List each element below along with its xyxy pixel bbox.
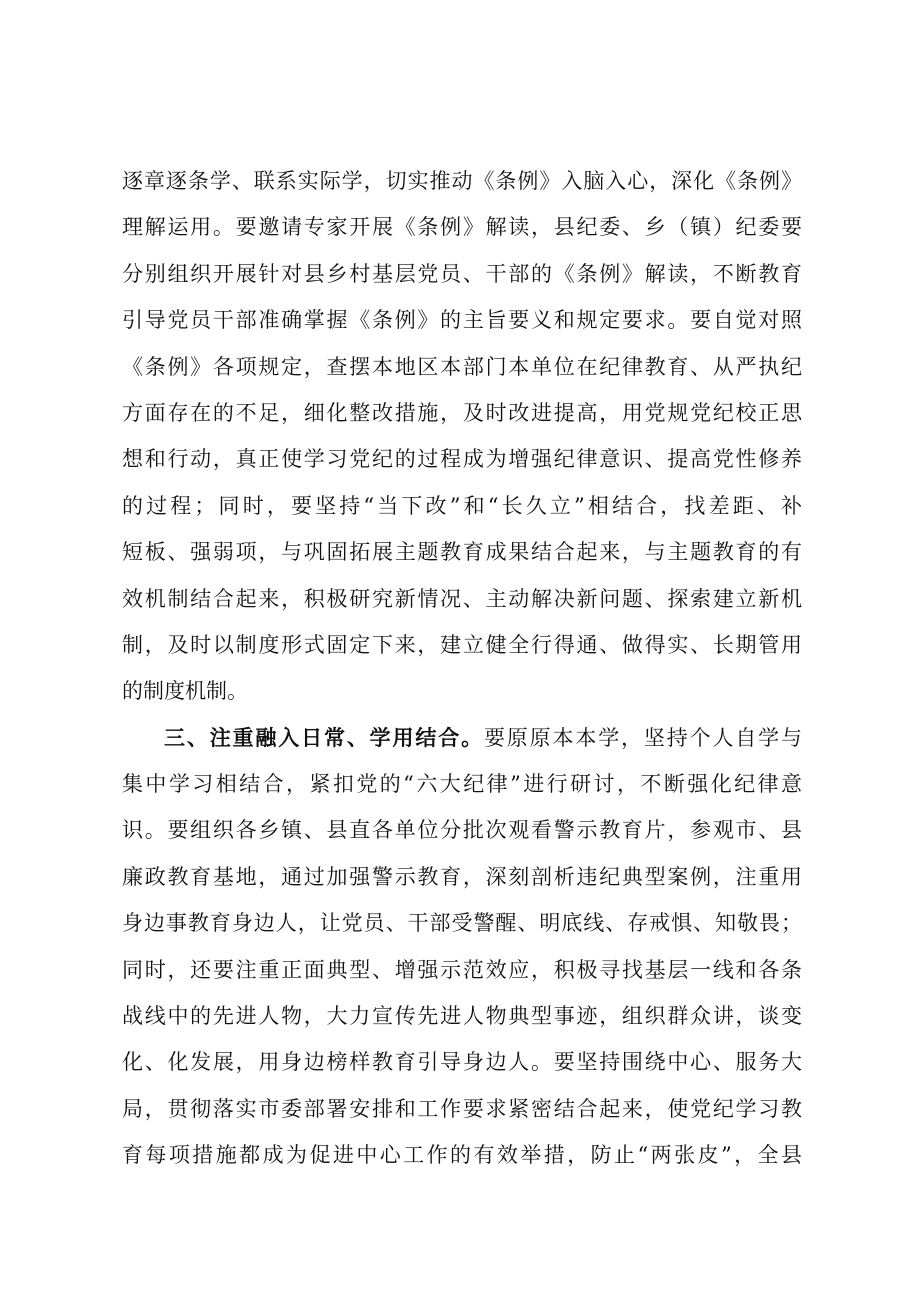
text-line bbox=[122, 715, 802, 761]
paragraph-1 bbox=[122, 158, 802, 715]
section-heading: 三、注重融入日常、学用结合。 bbox=[164, 725, 484, 750]
text-line: 廉政教育基地，通过加强警示教育，深刻剖析违纪典型案例，注重用 bbox=[122, 864, 802, 889]
text-line: 分别组织开展针对县乡村基层党员、干部的《条例》解读，不断教育 bbox=[122, 261, 802, 286]
text-line: 身边事教育身边人，让党员、干部受警醒、明底线、存戒惧、知敬畏； bbox=[122, 911, 802, 936]
text-line: 逐章逐条学、联系实际学，切实推动《条例》入脑入心，深化《条例》 bbox=[122, 169, 802, 193]
text-line: 同时，还要注重正面典型、增强示范效应，积极寻找基层一线和各条 bbox=[122, 957, 802, 982]
text-line: 局，贯彻落实市委部署安排和工作要求紧密结合起来，使党纪学习教 bbox=[122, 1096, 802, 1121]
text-line: 战线中的先进人物，大力宣传先进人物典型事迹，组织群众讲，谈变 bbox=[122, 1004, 802, 1029]
heading-continuation: 要原原本本学，坚持个人自学与 bbox=[483, 725, 803, 750]
text-line: 识。要组织各乡镇、县直各单位分批次观看警示教育片，参观市、县 bbox=[122, 818, 802, 843]
text-line: 化、化发展，用身边榜样教育引导身边人。要坚持围绕中心、服务大 bbox=[122, 1050, 802, 1075]
text-line: 集中学习相结合，紧扣党的“六大纪律”进行研讨，不断强化纪律意 bbox=[122, 772, 802, 797]
text-line: 育每项措施都成为促进中心工作的有效举措，防止“两张皮”，全县 bbox=[122, 1143, 802, 1168]
text-line: 制，及时以制度形式固定下来，建立健全行得通、做得实、长期管用 bbox=[122, 632, 802, 657]
text-line: 的过程；同时，要坚持“当下改”和“长久立”相结合，找差距、补 bbox=[122, 493, 802, 518]
paragraph-2 bbox=[122, 715, 802, 1179]
text-line: 想和行动，真正使学习党纪的过程成为增强纪律意识、提高党性修养 bbox=[122, 447, 802, 472]
text-line: 引导党员干部准确掌握《条例》的主旨要义和规定要求。要自觉对照 bbox=[122, 308, 802, 333]
text-line: 《条例》各项规定，查摆本地区本部门本单位在纪律教育、从严执纪 bbox=[122, 354, 802, 379]
text-line: 理解运用。要邀请专家开展《条例》解读，县纪委、乡（镇）纪委要 bbox=[122, 215, 802, 240]
text-line: 的制度机制。 bbox=[122, 679, 248, 704]
text-line: 短板、强弱项，与巩固拓展主题教育成果结合起来，与主题教育的有 bbox=[122, 540, 802, 565]
text-line: 效机制结合起来，积极研究新情况、主动解决新问题、探索建立新机 bbox=[122, 586, 802, 611]
text-line: 方面存在的不足，细化整改措施，及时改进提高，用党规党纪校正思 bbox=[122, 400, 802, 425]
body-text bbox=[122, 158, 802, 1179]
